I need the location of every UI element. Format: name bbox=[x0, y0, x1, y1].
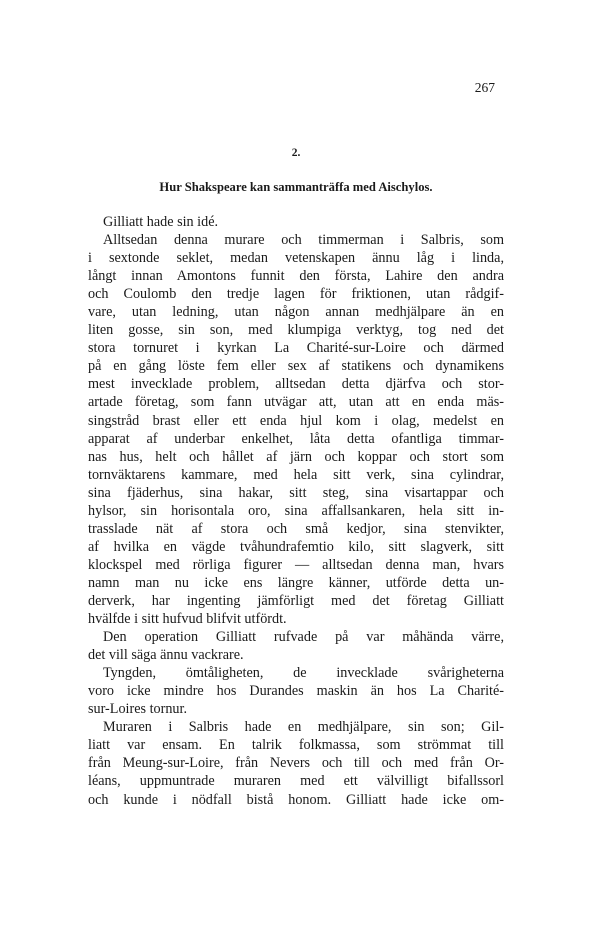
section-number: 2. bbox=[291, 147, 301, 159]
text-line: hvälfde i sitt hufvud blifvit utfördt. bbox=[88, 611, 287, 628]
text-line: Tyngden, ömtåligheten, de invecklade svårigheterna bbox=[103, 665, 504, 682]
text-line: liten gosse, sin son, med klumpiga verktyg, tog ned det bbox=[88, 322, 504, 339]
text-line: stora tornuret i kyrkan La Charité-sur-Loire och därmed bbox=[88, 340, 504, 357]
text-line: sina fjäderhus, sina hakar, sitt steg, sina visartappar och bbox=[88, 484, 504, 501]
text-line: på en gång löste fem eller sex af statikens och dynamikens bbox=[88, 358, 504, 375]
page-number: 267 bbox=[474, 80, 495, 95]
text-line: från Meung-sur-Loire, från Nevers och till och med från Or- bbox=[88, 755, 504, 772]
text-line: i sextonde seklet, medan vetenskapen ännu låg i linda, bbox=[88, 250, 504, 267]
text-line: långt innan Amontons funnit den första, Lahire den andra bbox=[88, 268, 504, 285]
chapter-title: Hur Shakspeare kan sammanträffa med Aischylos. bbox=[159, 180, 433, 194]
text-line: Gilliatt hade sin idé. bbox=[103, 214, 219, 230]
text-line: mest invecklade problem, alltsedan detta djärfva och stor- bbox=[88, 376, 504, 393]
text-line: sur-Loires tornur. bbox=[88, 701, 188, 718]
text-line: det vill säga ännu vackrare. bbox=[88, 647, 244, 664]
text-line: klockspel med rörliga figurer — alltsedan denna man, hvars bbox=[88, 556, 504, 573]
text-line: léans, uppmuntrade muraren med ett välvilligt bifallssorl bbox=[88, 773, 504, 790]
text-line: derverk, har ingenting jämförligt med det företag Gilliatt bbox=[88, 592, 504, 609]
text-line: artade företag, som fann utvägar att, utan att en enda mäs- bbox=[88, 394, 504, 411]
text-line: singstråd brast eller ett enda hjul kom i olag, medelst en bbox=[88, 412, 504, 429]
text-line: och Coulomb den tredje lagen för friktionen, utan rådgif- bbox=[88, 286, 504, 303]
text-line: voro icke mindre hos Durandes maskin än hos La Charité- bbox=[88, 683, 504, 700]
body-text bbox=[88, 213, 504, 809]
text-line: Den operation Gilliatt rufvade på var måhända värre, bbox=[103, 629, 504, 646]
text-line: namn man nu icke ens längre känner, utförde detta un- bbox=[88, 574, 504, 591]
text-line: tornväktarens kammare, med hela sitt verk, sina cylindrar, bbox=[88, 466, 504, 483]
text-line: hylsor, sin horisontala oro, sina affallsankaren, hela sitt in- bbox=[88, 502, 504, 519]
text-line: nas hus, helt och hållet af järn och koppar och stort som bbox=[88, 448, 504, 465]
text-line: vare, utan ledning, utan någon annan medhjälpare än en bbox=[88, 304, 504, 321]
text-line: trasslade nät af stora och små kedjor, sina stenvikter, bbox=[88, 520, 504, 537]
text-line: Muraren i Salbris hade en medhjälpare, sin son; Gil- bbox=[103, 719, 504, 736]
text-line: Alltsedan denna murare och timmerman i Salbris, som bbox=[103, 232, 504, 249]
text-line: af hvilka en vägde tvåhundrafemtio kilo, sitt slagverk, sitt bbox=[88, 538, 504, 555]
text-line: liatt var ensam. En talrik folkmassa, som strömmat till bbox=[88, 737, 504, 754]
text-line: apparat af underbar enkelhet, låta detta ofantliga timmar- bbox=[88, 430, 504, 447]
text-line: och kunde i nödfall bistå honom. Gilliatt hade icke om- bbox=[88, 791, 504, 808]
